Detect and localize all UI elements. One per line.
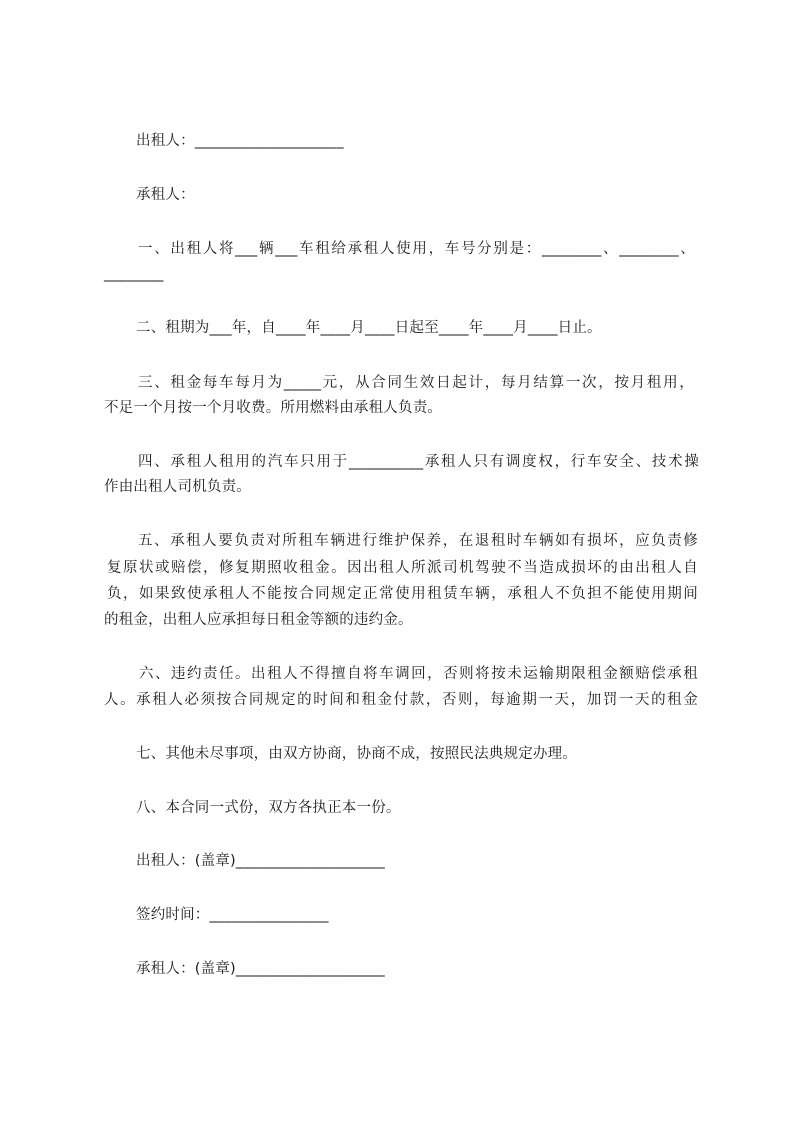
lessor-line: 出租人：____________________ [136, 133, 344, 149]
clause-4-line-1: 四、承租人租用的汽车只用于__________承租人只有调度权，行车安全、技术操 [138, 454, 699, 470]
sign-date-line: 签约时间：________________ [136, 907, 329, 923]
lessor-seal-line: 出租人：(盖章)____________________ [136, 853, 385, 869]
lessee-line: 承租人： [136, 187, 195, 203]
clause-5-line-4: 的租金，出租人应承担每日租金等额的违约金。 [104, 612, 413, 628]
lessee-seal-line: 承租人：(盖章)____________________ [136, 961, 385, 977]
clause-4-line-2: 作由出租人司机负责。 [104, 479, 251, 495]
clause-1-line-1: 一、出租人将___辆___车租给承租人使用，车号分别是：________、________、 [138, 241, 695, 257]
clause-6-line-1: 六、违约责任。出租人不得擅自将车调回，否则将按未运输期限租金额赔偿承租 [139, 666, 698, 682]
clause-7-line-1: 七、其他未尽事项，由双方协商，协商不成，按照民法典规定办理。 [136, 746, 577, 762]
clause-2-line-1: 二、租期为___年，自____年____月____日起至____年____月____日止。 [136, 320, 602, 336]
clause-5-line-1: 五、承租人要负责对所租车辆进行维护保养，在退租时车辆如有损坏，应负责修 [138, 533, 698, 549]
clause-8-line-1: 八、本合同一式份，双方各执正本一份。 [136, 800, 401, 816]
clause-5-line-2: 复原状或赔偿，修复期照收租金。因出租人所派司机驾驶不当造成损坏的由出租人自 [107, 560, 698, 576]
clause-6-line-2: 人。承租人必须按合同规定的时间和租金付款，否则，每逾期一天，加罚一天的租金 [104, 692, 698, 708]
clause-5-line-3: 负，如果致使承租人不能按合同规定正常使用租赁车辆，承租人不负担不能使用期间 [107, 586, 698, 602]
clause-1-line-2: ________ [104, 266, 164, 282]
clause-3-line-1: 三、租金每车每月为_____元，从合同生效日起计，每月结算一次，按月租用， [138, 375, 694, 391]
clause-3-line-2: 不足一个月按一个月收费。所用燃料由承租人负责。 [104, 400, 443, 416]
